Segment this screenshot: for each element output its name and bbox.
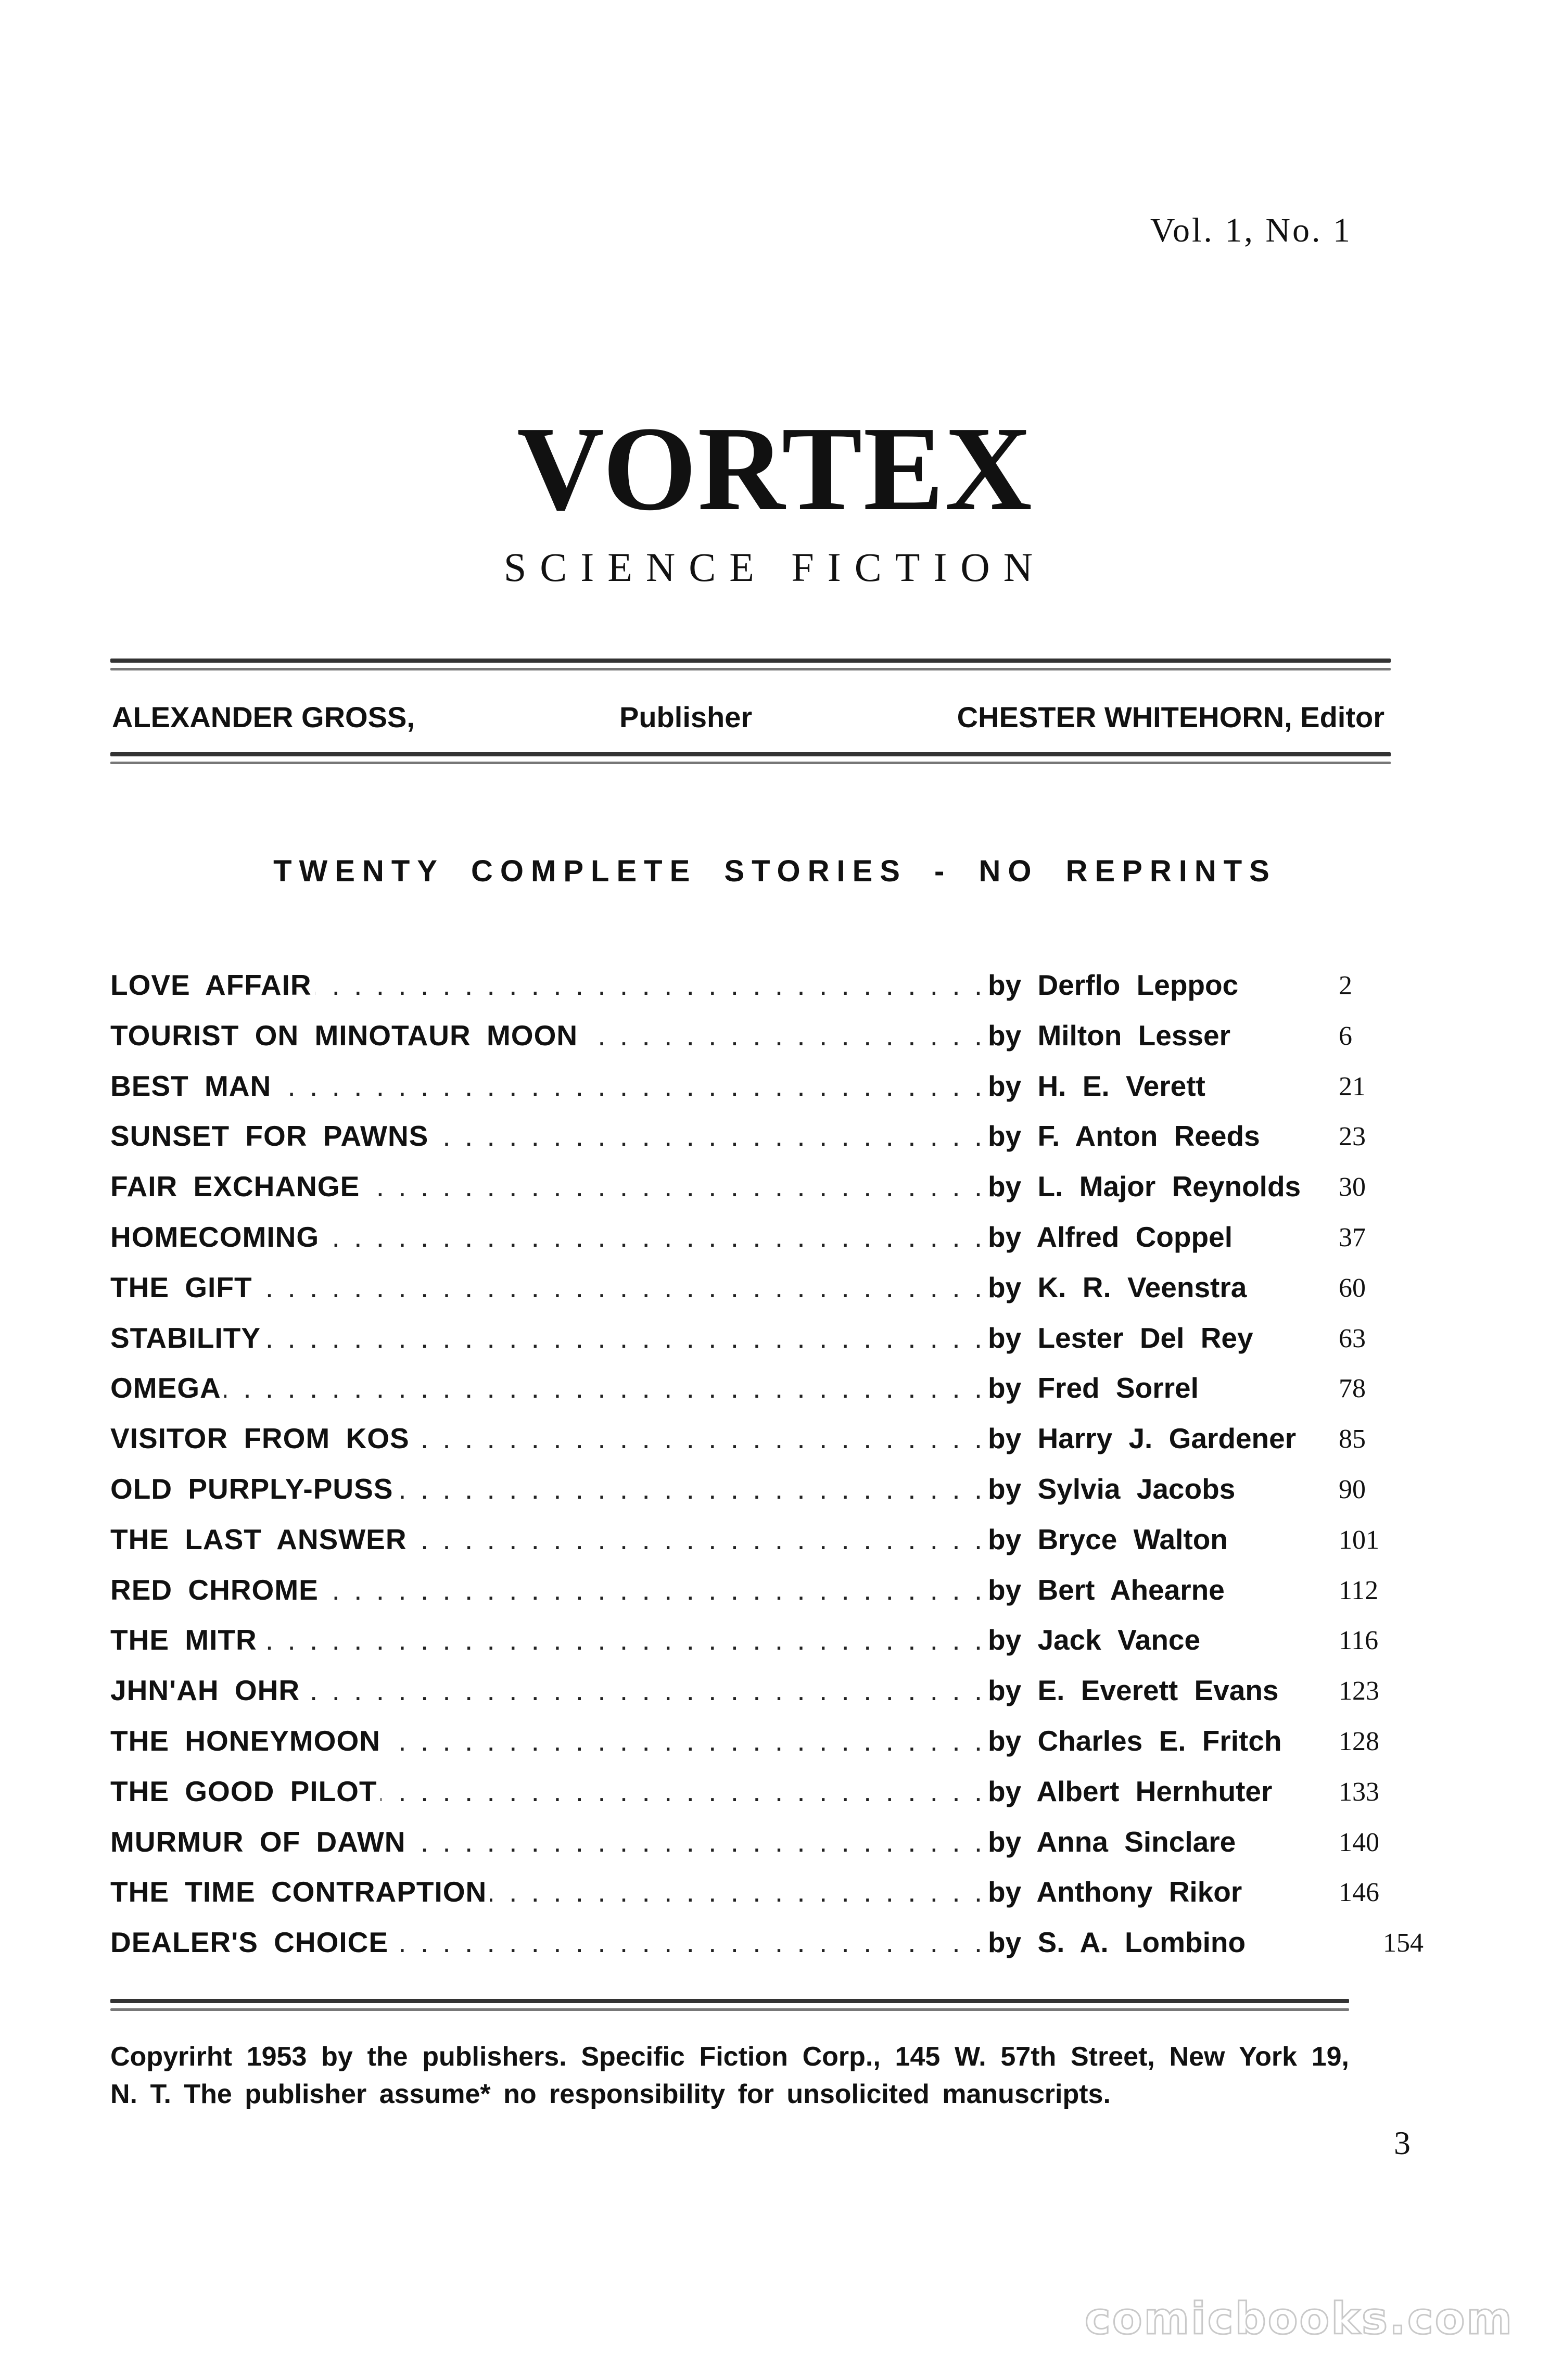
toc-entry bbox=[110, 1623, 1443, 1673]
toc-entry bbox=[110, 1170, 1443, 1220]
story-title: LOVE AFFAIR bbox=[110, 968, 315, 1002]
story-author: by Anthony Rikor bbox=[985, 1875, 1242, 1908]
story-page-number: 23 bbox=[1339, 1122, 1366, 1151]
toc-entry bbox=[110, 1321, 1443, 1371]
story-page-number: 63 bbox=[1339, 1324, 1366, 1353]
story-page-number: 78 bbox=[1339, 1374, 1366, 1403]
story-author: by Fred Sorrel bbox=[985, 1371, 1199, 1404]
story-author: by H. E. Verett bbox=[985, 1069, 1205, 1103]
story-page-number: 128 bbox=[1339, 1727, 1379, 1756]
toc-entry bbox=[110, 1220, 1443, 1270]
story-author: by Lester Del Rey bbox=[985, 1321, 1253, 1354]
story-author: by S. A. Lombino bbox=[985, 1926, 1246, 1959]
story-author: by Albert Hernhuter bbox=[985, 1775, 1272, 1808]
story-author: by Harry J. Gardener bbox=[985, 1422, 1296, 1455]
masthead-bottom-rule bbox=[110, 752, 1391, 769]
watermark-logo: comicbooks.com bbox=[1085, 2293, 1514, 2344]
story-author: by Sylvia Jacobs bbox=[985, 1472, 1235, 1505]
toc-entry bbox=[110, 1422, 1443, 1472]
page-number: 3 bbox=[1394, 2124, 1411, 2161]
magazine-title: VORTEX bbox=[517, 402, 1033, 536]
story-title: JHN'AH OHR bbox=[110, 1674, 303, 1707]
story-author: by Bert Ahearne bbox=[985, 1573, 1225, 1606]
toc-entry bbox=[110, 1573, 1443, 1623]
story-title: VISITOR FROM KOS bbox=[110, 1422, 413, 1455]
story-title: MURMUR OF DAWN bbox=[110, 1825, 409, 1858]
story-page-number: 6 bbox=[1339, 1021, 1352, 1051]
story-author: by Derflo Leppoc bbox=[985, 968, 1238, 1002]
story-page-number: 90 bbox=[1339, 1475, 1366, 1504]
toc-entry bbox=[110, 1825, 1443, 1875]
toc-entry bbox=[110, 1724, 1443, 1774]
magazine-subtitle: SCIENCE FICTION bbox=[503, 545, 1047, 590]
story-title: BEST MAN bbox=[110, 1069, 274, 1103]
copyright-notice: Copyrirht 1953 by the publishers. Specific Fiction Corp., 145 W. 57th Street, New York 19, N. T. The publisher assume* no responsibility for unsolicited manuscripts. bbox=[110, 2042, 1349, 2109]
story-title: DEALER'S CHOICE bbox=[110, 1926, 391, 1959]
story-author: by L. Major Reynolds bbox=[985, 1170, 1301, 1203]
story-title: SUNSET FOR PAWNS bbox=[110, 1119, 431, 1153]
story-author: by Bryce Walton bbox=[985, 1523, 1228, 1556]
story-title: THE GOOD PILOT bbox=[110, 1775, 380, 1808]
story-title: THE HONEYMOON bbox=[110, 1724, 384, 1757]
story-page-number: 37 bbox=[1339, 1223, 1366, 1252]
story-author: by Charles E. Fritch bbox=[985, 1724, 1282, 1757]
story-title: TOURIST ON MINOTAUR MOON bbox=[110, 1019, 581, 1052]
story-title: FAIR EXCHANGE bbox=[110, 1170, 363, 1203]
toc-entry bbox=[110, 1523, 1443, 1573]
story-author: by E. Everett Evans bbox=[985, 1674, 1279, 1707]
story-page-number: 2 bbox=[1339, 971, 1352, 1001]
tagline: TWENTY COMPLETE STORIES - NO REPRINTS bbox=[273, 854, 1277, 888]
story-title: RED CHROME bbox=[110, 1573, 322, 1606]
editor-credit: CHESTER WHITEHORN, Editor bbox=[957, 701, 1384, 733]
story-author: by Milton Lesser bbox=[985, 1019, 1230, 1052]
toc-entry bbox=[110, 1875, 1443, 1925]
story-author: by K. R. Veenstra bbox=[985, 1271, 1247, 1304]
story-title: THE TIME CONTRAPTION bbox=[110, 1875, 490, 1908]
toc-entry bbox=[110, 1472, 1443, 1522]
publisher-name: ALEXANDER GROSS, bbox=[112, 701, 415, 733]
story-page-number: 123 bbox=[1339, 1676, 1379, 1706]
story-title: THE LAST ANSWER bbox=[110, 1523, 410, 1556]
story-page-number: 154 bbox=[1383, 1928, 1424, 1958]
story-title: THE GIFT bbox=[110, 1271, 256, 1304]
story-author: by Anna Sinclare bbox=[985, 1825, 1236, 1858]
toc-entry bbox=[110, 1271, 1443, 1321]
story-page-number: 101 bbox=[1339, 1525, 1379, 1555]
story-page-number: 112 bbox=[1339, 1576, 1379, 1605]
story-page-number: 140 bbox=[1339, 1828, 1379, 1857]
story-page-number: 85 bbox=[1339, 1424, 1366, 1454]
story-title: STABILITY bbox=[110, 1321, 264, 1354]
toc-entry bbox=[110, 1069, 1443, 1119]
publisher-role: Publisher bbox=[619, 701, 753, 733]
footer-rule bbox=[110, 1999, 1349, 2016]
story-author: by Jack Vance bbox=[985, 1623, 1200, 1656]
story-page-number: 146 bbox=[1339, 1878, 1379, 1907]
toc-entry bbox=[110, 1674, 1443, 1724]
toc-entry bbox=[110, 1119, 1443, 1169]
toc-entry bbox=[110, 968, 1443, 1018]
story-title: OLD PURPLY-PUSS bbox=[110, 1472, 396, 1505]
toc-entry bbox=[110, 1775, 1443, 1825]
story-page-number: 21 bbox=[1339, 1072, 1366, 1102]
issue-number: Vol. 1, No. 1 bbox=[1150, 211, 1352, 249]
story-page-number: 60 bbox=[1339, 1273, 1366, 1303]
story-title: HOMECOMING bbox=[110, 1220, 322, 1254]
toc-entry bbox=[110, 1371, 1443, 1421]
story-title: THE MITR bbox=[110, 1623, 260, 1656]
story-page-number: 133 bbox=[1339, 1777, 1379, 1807]
story-title: OMEGA bbox=[110, 1371, 224, 1404]
story-page-number: 116 bbox=[1339, 1626, 1379, 1655]
story-author: by F. Anton Reeds bbox=[985, 1119, 1260, 1153]
story-page-number: 30 bbox=[1339, 1172, 1366, 1202]
toc-entry bbox=[110, 1019, 1443, 1069]
dot-leader bbox=[110, 1371, 985, 1404]
toc-entry bbox=[110, 1926, 1443, 1976]
story-author: by Alfred Coppel bbox=[985, 1220, 1233, 1254]
masthead-top-rule bbox=[110, 659, 1391, 676]
